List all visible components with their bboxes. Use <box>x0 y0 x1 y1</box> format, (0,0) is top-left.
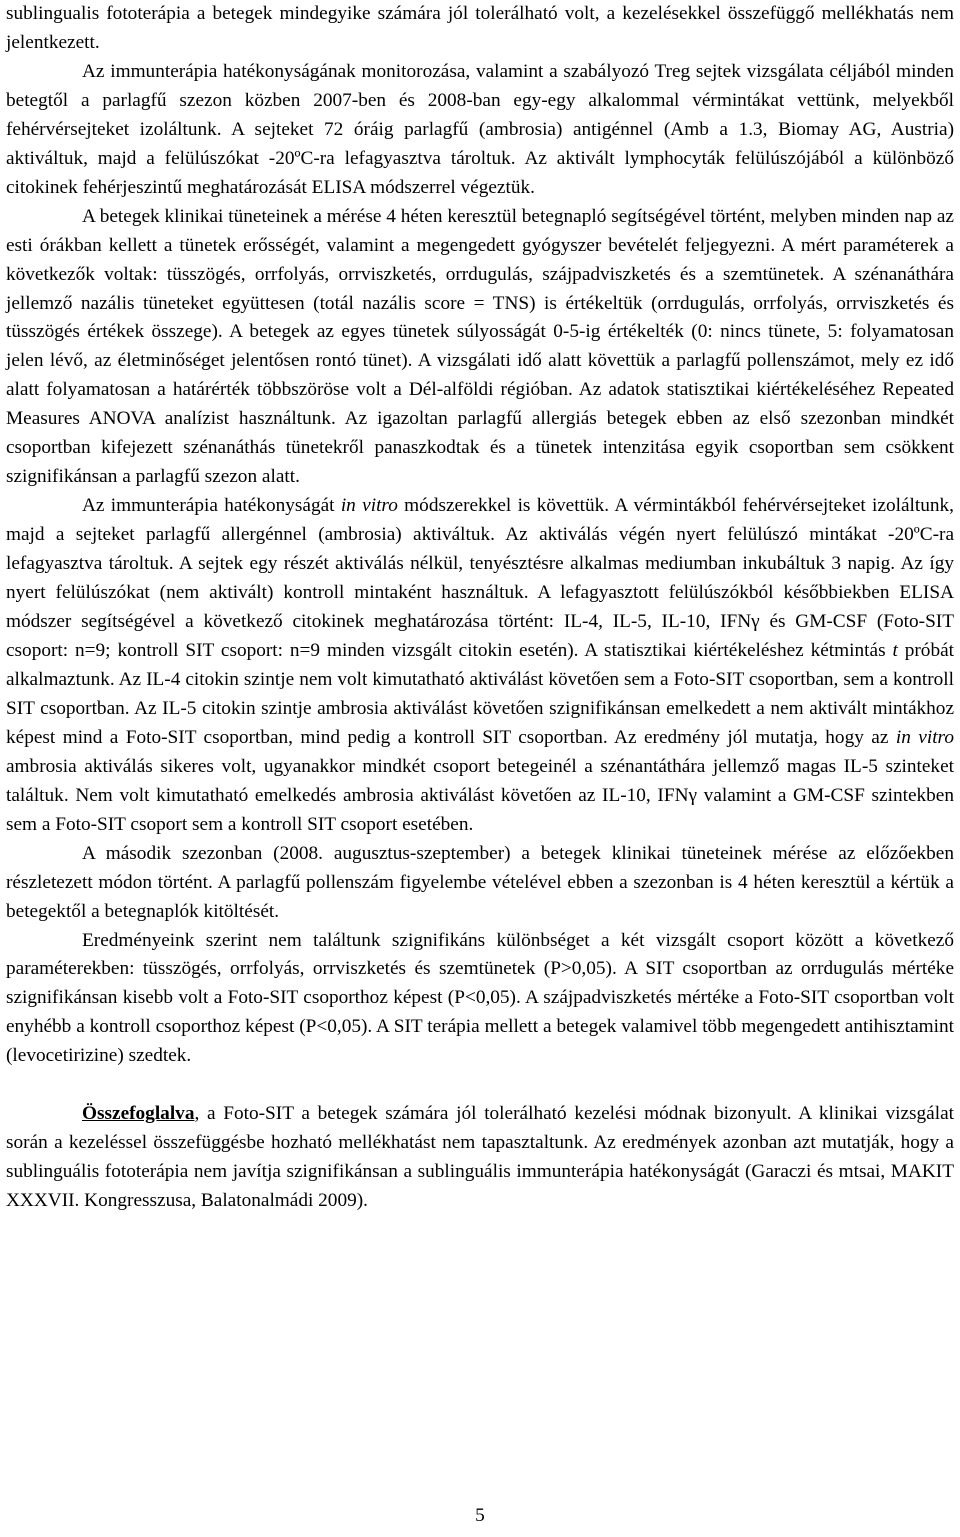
paragraph-results: Eredményeink szerint nem találtunk szignifikáns különbséget a két vizsgált csoport között a következő paraméterekben: tüsszögés, orrfolyás, orrviszketés és szemtünetek (P>0,05). A SIT csoportban az orrdugulás mértéke szignifikánsan kisebb volt a Foto-SIT csoporthoz képest (P<0,05). A szájpadviszketés mértéke a Foto-SIT csoportban volt enyhébb a kontroll csoporthoz képest (P<0,05). A SIT terápia mellett a betegek valamivel több megengedett antihisztamint (levocetirizine) szedtek. <box>6 929 954 1067</box>
text-run: Az immunterápia hatékonyságát <box>82 495 341 517</box>
italic-run: in vitro <box>340 495 398 517</box>
paragraph-immunotherapy-monitoring: Az immunterápia hatékonyságának monitorozása, valamint a szabályozó Treg sejtek vizsgálata céljából minden betegtől a parlagfű szezon közben 2007-ben és 2008-ban egy-egy alkalommal vérmintákat vettünk, melyekből fehérvérsejteket izoláltunk. A sejteket 72 óráig parlagfű (ambrosia) antigénnel (Amb a 1.3, Biomay AG, Austria) aktiváltuk, majd a felülúszókat -20ºC-ra lefagyasztva tároltuk. Az aktivált lymphocyták felülúszójából a különböző citokinek fehérjeszintű meghatározását ELISA módszerrel végeztük. <box>6 60 954 198</box>
text-run: módszerekkel is követtük. A vérmintákból fehérvérsejteket izoláltunk, majd a sejteket parlagfű allergénnel (ambrosia) aktiváltuk. Az aktiválás végén nyert felülúszó mintákat -20ºC-ra lefagyasztva tároltuk. A sejtek egy részét aktiválás nélkül, tenyésztésre alkalmas mediumban inkubáltuk 3 napig. Az így nyert felülúszókat (nem aktivált) kontroll mintaként használtuk. A lefagyasztott felülúszókból későbbiekben ELISA módszer segítségével a következő citokinek meghatározása történt: IL-4, IL-5, IL-10, IFNγ és GM-CSF (Foto-SIT csoport: n=9; kontroll SIT csoport: n=9 minden vizsgált citokin esetén). A statisztikai kiértékeléshez kétmintás <box>6 495 954 661</box>
page-number: 5 <box>475 1505 485 1526</box>
italic-run: in vitro <box>895 726 954 748</box>
paragraph-summary <box>6 1100 954 1216</box>
text-run: ambrosia aktiválás sikeres volt, ugyanakkor mindkét csoport betegeinél a szénantáthára jellemző magas IL-5 szinteket találtuk. Nem volt kimutatható emelkedés ambrosia aktiválást követően az IL-10, IFNγ valamint a GM-CSF szintekben sem a Foto-SIT csoport sem a kontroll SIT csoport esetében. <box>6 755 954 835</box>
text-run: próbát alkalmaztunk. Az IL-4 citokin szintje nem volt kimutatható aktiválást követően sem a Foto-SIT csoportban, sem a kontroll SIT csoportban. Az IL-5 citokin szintje ambrosia aktiválást követően szignifikánsan emelkedett a nem aktivált mintákhoz képest mind a Foto-SIT csoportban, mind pedig a kontroll SIT csoportban. Az eredmény jól mutatja, hogy az <box>6 639 955 748</box>
italic-run: t <box>892 639 898 661</box>
document-body <box>6 0 954 1216</box>
paragraph-second-season: A második szezonban (2008. augusztus-szeptember) a betegek klinikai tüneteinek mérése az előzőekben részletezett módon történt. A parlagfű pollenszám figyelembe vételével ebben a szezonban is 4 héten keresztül a kértük a betegektől a betegnaplók kitöltését. <box>6 842 954 922</box>
paragraph-continuation: sublingualis fototerápia a betegek mindegyike számára jól tolerálható volt, a kezelésekkel összefüggő mellékhatás nem jelentkezett. <box>6 3 954 53</box>
paragraph-in-vitro <box>6 492 954 839</box>
paragraph-clinical-symptoms: A betegek klinikai tüneteinek a mérése 4 héten keresztül betegnapló segítségével történt, melyben minden nap az esti órákban kellett a tünetek erősségét, valamint a megengedett gyógyszer bevételét feljegyezni. A mért paraméterek a következők voltak: tüsszögés, orrfolyás, orrviszketés, orrdugulás, szájpadviszketés és a szemtünetek. A szénanáthára jellemző nazális tüneteket együttesen (totál nazális score = TNS) is értékeltük (orrdugulás, orrfolyás, orrviszketés és tüsszögés értékek összege). A betegek az egyes tünetek súlyosságát 0-5-ig értékelték (0: nincs tünete, 5: folyamatosan jelen lévő, az életminőséget jelentősen rontó tünet). A vizsgálati idő alatt követtük a parlagfű pollenszámot, mely ez idő alatt folyamatosan a határérték többszöröse volt a Dél-alföldi régióban. Az adatok statisztikai kiértékeléséhez Repeated Measures ANOVA analízist használtunk. Az igazoltan parlagfű allergiás betegek ebben az első szezonban mindkét csoportban kifejezett szénanáthás tünetekről panaszkodtak és a tünetek intenzitása egyik csoportban sem csökkent szignifikánsan a parlagfű szezon alatt. <box>6 205 954 488</box>
summary-text: , a Foto-SIT a betegek számára jól tolerálható kezelési módnak bizonyult. A klinikai vizsgálat során a kezeléssel összefüggésbe hozható mellékhatást nem tapasztaltunk. Az eredmények azonban azt mutatják, hogy a sublinguális fototerápia nem javítja szignifikánsan a sublinguális immunterápia hatékonyságát (Garaczi és mtsai, MAKIT XXXVII. Kongresszusa, Balatonalmádi 2009). <box>6 1103 954 1212</box>
summary-label: Összefoglalva <box>82 1103 195 1125</box>
